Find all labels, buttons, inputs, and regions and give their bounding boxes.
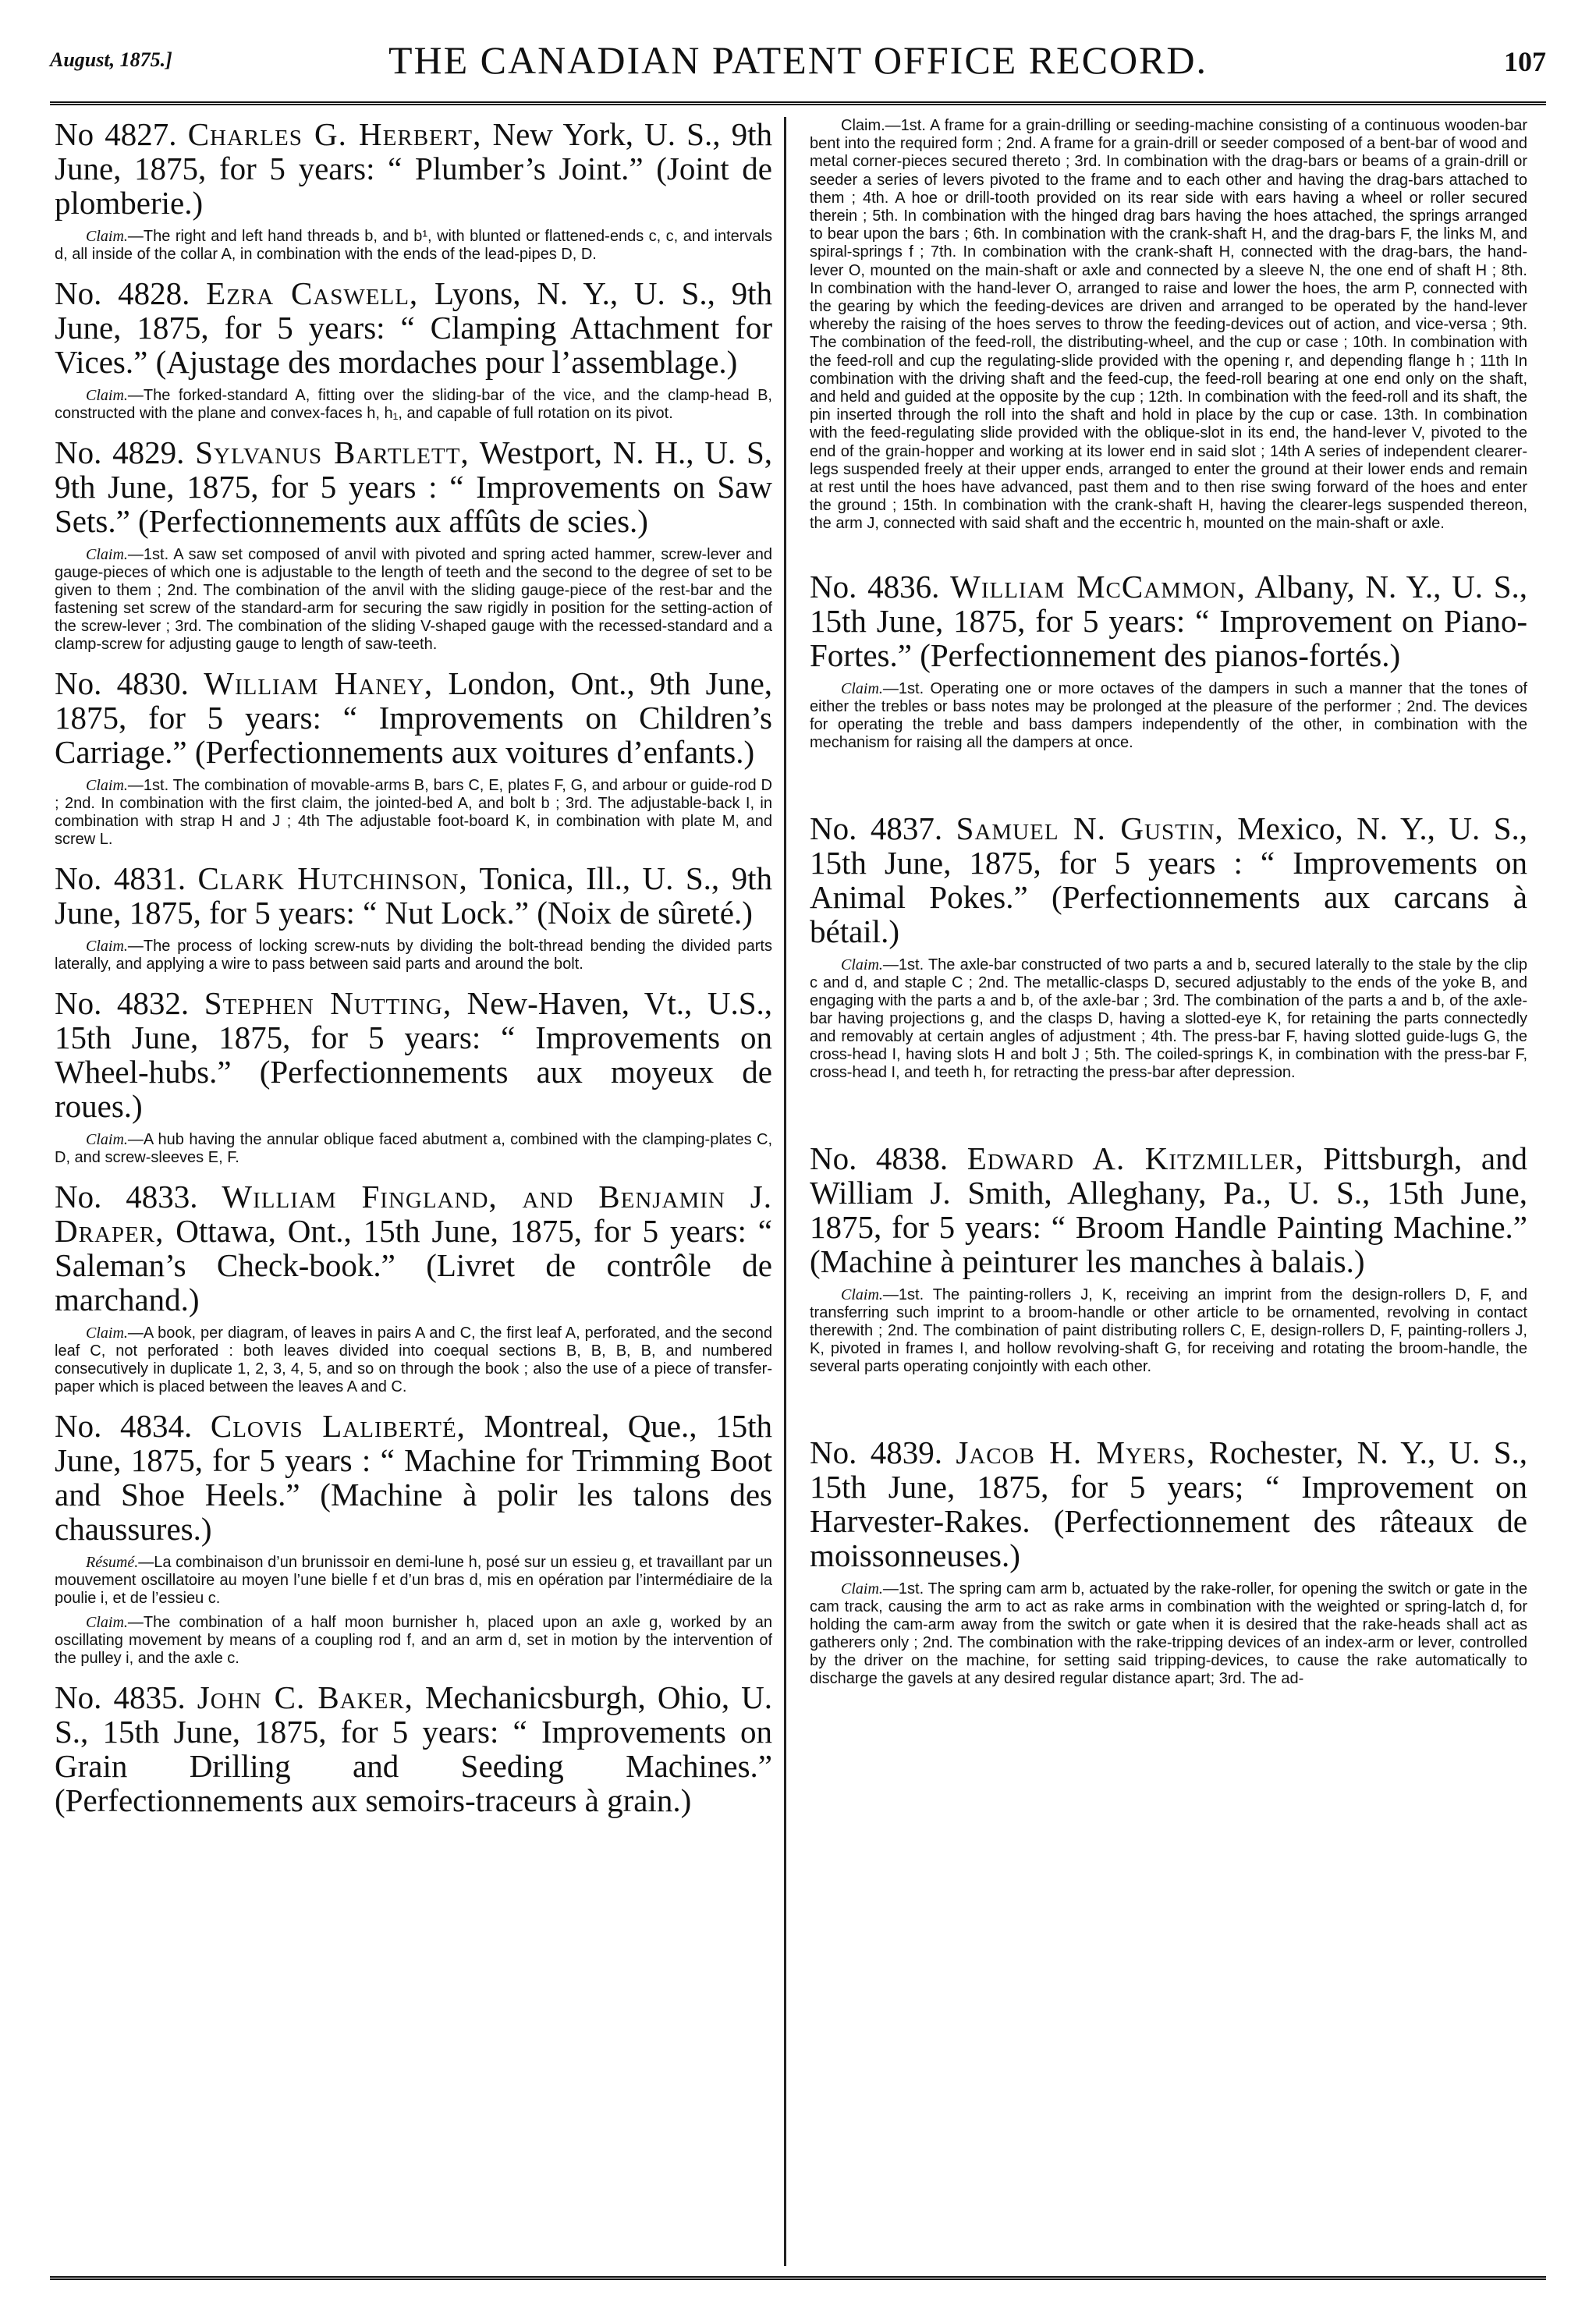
claim-text: Claim.—1st. The painting-rollers J, K, receiving an imprint from the design-rollers D, F, and transferring such imprint to a broom-handle or other article to be ornamented, revolving in contact therewith ; 2nd. The combination of paint distributing rollers C, E, design-rollers D, F, painting-rollers J, K, pivoted in frames I, and hollow revolving-shaft G, for receiving and rotating the broom-handle, the several parts operating conjointly with each other. [810, 1285, 1527, 1375]
patent-details: Albany, N. Y., U. S., 15th June, 1875, for 5 years: “ Improvement on Piano-Fortes.” (Perfectionnement des pianos-fortés.) [810, 568, 1527, 673]
patent-number: No. 4831. [55, 860, 186, 896]
patent-details: New York, U. S., 9th June, 1875, for 5 years: “ Plumber’s Joint.” (Joint de plomberie.) [55, 117, 772, 221]
spacer [810, 1094, 1527, 1141]
left-column [55, 117, 772, 2254]
patentee-name: Edward A. Kitzmiller, [966, 1140, 1304, 1176]
patent-details: Ottawa, Ont., 15th June, 1875, for 5 years: “ Saleman’s Check-book.” (Livret de contrôle de marchand.) [55, 1213, 772, 1317]
patent-number: No. 4832. [55, 985, 190, 1021]
page-number: 107 [1504, 46, 1546, 77]
claim-text: Claim.—1st. The spring cam arm b, actuated by the rake-roller, for opening the switch or gate in the cam track, causing the arm to act as rake arms in combination with the weighted or spring-latch d, for holding the cam-arm away from the switch or gate when it is desired that the rake-heads shall act as gatherers only ; 2nd. The combination with the rake-tripping devices of an index-arm or lever, controlled by the driver on the machine, for setting said tripping-devices, to cause the rake automatically to discharge the gavels at any desired regular distance apart; 3rd. The ad- [810, 1580, 1527, 1687]
claim-text: Claim.—A book, per diagram, of leaves in pairs A and C, the first leaf A, perforated, and the second leaf C, not perforated : both leaves divided into coequal sections B, B, B, B, and numbered consecutively in duplicate 1, 2, 3, 4, 5, and so on through the book ; also the use of a piece of transfer-paper which is placed between the leaves A and C. [55, 1324, 772, 1395]
patent-number: No. 4834. [55, 1408, 193, 1444]
issue-date: August, 1875.] [50, 48, 172, 71]
patent-entry [55, 435, 772, 654]
patent-details: Tonica, Ill., U. S., 9th June, 1875, for 5 years: “ Nut Lock.” (Noix de sûreté.) [55, 860, 772, 931]
patent-details: New-Haven, Vt., U.S., 15th June, 1875, for 5 years: “ Improvements on Wheel-hubs.” (Perfectionnements aux moyeux de roues.) [55, 985, 772, 1124]
patent-entry [55, 1409, 772, 1668]
claim-text: Claim.—1st. The axle-bar constructed of two parts a and b, secured laterally to the stale by the clip c and d, and staple C ; 2nd. The metallic-clasps D, secured adjustably to the ends of the yoke B, and engaging with the parts a and b, of the axle-bar ; 3rd. The combination of the parts a and b, of the axle-bar having projections g, and the clasps D, having a slotted-eye K, for retaining the parts connectedly and removably at certain angles of adjustment ; 4th. The press-bar F, having slotted guide-lugs G, the cross-head I, having slots H and bolt J ; 5th. The coiled-springs K, in combination with the press-bar F, cross-head I, and teeth h, for retracting the press-bar after depression. [810, 956, 1527, 1081]
patentee-name: Jacob H. Myers, [956, 1434, 1196, 1470]
patent-number: No. 4829. [55, 434, 185, 470]
patent-entry [810, 1141, 1527, 1376]
patent-details: Westport, N. H., U. S, 9th June, 1875, for 5 years : “ Improvements on Saw Sets.” (Perfectionnements aux affûts de scies.) [55, 434, 772, 539]
patent-entry [55, 117, 772, 264]
patent-details: Lyons, N. Y., U. S., 9th June, 1875, for 5 years: “ Clamping Attachment for Vices.” (Ajustage des mordaches pour l’assemblage.) [55, 275, 772, 380]
patent-entry [810, 1435, 1527, 1688]
page-header [50, 31, 1546, 86]
claim-text: Claim.—1st. A saw set composed of anvil with pivoted and spring acted hammer, screw-lever and gauge-pieces of which one is adjustable to the length of teeth and the second to the degree of set to be given to them ; 2nd. The combination of the anvil with the sliding gauge-piece of the rest-bar and the fastening set screw of the standard-arm for securing the saw rigidly in position for the setting-action of the screw-lever ; 3rd. The combination of the sliding V-shaped gauge with the recessed-standard and a clamp-screw for adjusting gauge to length of saw-teeth. [55, 546, 772, 653]
patentee-name: Ezra Caswell, [206, 275, 419, 311]
patentee-name: Stephen Nutting, [204, 985, 452, 1021]
patent-number: No. 4830. [55, 665, 189, 701]
patent-entry [55, 1680, 772, 1817]
patentee-name: William Fingland, and Benjamin J. Draper, [55, 1179, 772, 1249]
spacer [810, 764, 1527, 811]
patent-entry [55, 1179, 772, 1396]
claim-text: Claim.—A hub having the annular oblique faced abutment a, combined with the clamping-plates C, D, and screw-sleeves E, F. [55, 1131, 772, 1166]
patent-details: Rochester, N. Y., U. S., 15th June, 1875, for 5 years; “ Improvement on Harvester-Rakes. (Perfectionnement des râteaux de moissonneuses.) [810, 1434, 1527, 1573]
patent-number: No. 4838. [810, 1140, 949, 1176]
claim-text: Claim.—1st. Operating one or more octaves of the dampers in such a manner that the tones of either the trebles or bass notes may be prolonged at the pleasure of the performer ; 2nd. The devices for operating the treble and bass dampers independently of the other, in combination with the mechanism for raising all the dampers at once. [810, 679, 1527, 751]
patent-entry [55, 861, 772, 973]
patent-entry [55, 986, 772, 1167]
patent-details: Mechanicsburgh, Ohio, U. S., 15th June, 1875, for 5 years: “ Improvements on Grain Drilling and Seeding Machines.” (Perfectionnements aux semoirs-traceurs à grain.) [55, 1679, 772, 1818]
claim-text: Claim.—The process of locking screw-nuts by dividing the bolt-thread bending the divided parts laterally, and applying a wire to pass between said parts and around the bolt. [55, 938, 772, 973]
patentee-name: Samuel N. Gustin, [956, 810, 1224, 846]
patentee-name: Sylvanus Bartlett, [195, 434, 470, 470]
patent-number: No. 4835. [55, 1679, 186, 1715]
patentee-name: William McCammon, [950, 568, 1246, 605]
claim-text: Claim.—The combination of a half moon burnisher h, placed upon an axle g, worked by an oscillating movement by means of a coupling rod f, and an arm d, set in motion by the intervention of the pulley i, and the axle c. [55, 1614, 772, 1667]
patentee-name: William Haney, [204, 665, 434, 701]
patent-entry [55, 276, 772, 423]
patent-entry [810, 569, 1527, 752]
footer-rule [50, 2276, 1546, 2283]
patent-details: Mexico, N. Y., U. S., 15th June, 1875, for 5 years : “ Improvements on Animal Pokes.” (Perfectionnements aux carcans à bétail.) [810, 810, 1527, 949]
continued-claim-text: Claim.—1st. A frame for a grain-drilling or seeding-machine consisting of a continuous wooden-bar bent into the required form ; 2nd. A frame for a grain-drill or seeder composed of a bent-bar of wood and metal corner-pieces secured thereto ; 3rd. In combination with the drag-bars or beams of a grain-drill or seeder a series of levers pivoted to the frame and to each other and having the drag-bars attached to them ; 4th. A hoe or drill-tooth provided on its rear side with ears having a wheel or roller secured therein ; 5th. In combination with the hinged drag bars having the hoes attached, the springs arranged to bear upon the bars ; 6th. In combination with the crank-shaft H, and the drag-bars F, the links M, and spiral-springs f ; 7th. In combination with the crank-shaft H, connected with the drag-bars, the hand-lever O, mounted on the main-shaft or axle and connected by a sleeve N, the one end of shaft H ; 8th. In combination with the hand-lever O, arranged to raise and lower the hoes, the arm P, connected with the gearing by which the feeding-devices are driven and arranged to be operated by the hand-lever whereby the raising of the hoes serves to throw the feeding-devices out of action, and vice-versa ; 9th. The combination of the feed-roll, the distributing-wheel, and the cup or case ; 10th. In combination with the feed-roll and cup the regulating-slide provided with the opening r, and depending flange h ; 11th In combination with the driving shaft and the feed-cup, the feed-roll bearing at one end only on the shaft, and held and guided at the opposite by the cup ; 12th. In combination with the feed-roll and its shaft, the pin inserted through the roll into the shaft and hold in place by the cup or case. 13th. In combination with the feed-regulating slide provided with the oblique-slot in its end, the hand-lever V, pivoted to the end of the grain-hopper and working at its lower end in said slot ; 14th A series of independent clearer-legs suspended freely at their upper ends, arranged to enter the ground at their lower ends and remain at rest until the hoes have advanced, past them and to then rise swing forward of the hoes and enter the ground ; 15th. In combination with the crank-shaft H, having the clearer-legs suspended thereon, the arm J, connected with said shaft and the eccentric h, mounted on the main-shaft or axle. [810, 117, 1527, 533]
patent-number: No. 4836. [810, 568, 940, 605]
patent-number: No. 4833. [55, 1179, 198, 1215]
patent-number: No 4827. [55, 117, 177, 152]
patent-number: No. 4828. [55, 275, 190, 311]
patent-details: Montreal, Que., 15th June, 1875, for 5 years : “ Machine for Trimming Boot and Shoe Heels.” (Machine à polir les talons des chaussures.) [55, 1408, 772, 1547]
patentee-name: John C. Baker, [197, 1679, 413, 1715]
claim-text: Claim.—The right and left hand threads b, and b¹, with blunted or flattened-ends c, c, and intervals d, all inside of the collar A, in combination with the ends of the lead-pipes D, D. [55, 228, 772, 263]
claim-text: Claim.—The forked-standard A, fitting over the sliding-bar of the vice, and the clamp-head B, constructed with the plane and convex-faces h, h₁, and capable of full rotation on its pivot. [55, 387, 772, 422]
patent-entry [55, 666, 772, 849]
patent-details: Pittsburgh, and William J. Smith, Alleghany, Pa., U. S., 15th June, 1875, for 5 years: “ Broom Handle Painting Machine.” (Machine à peinturer les manches à balais.) [810, 1140, 1527, 1279]
column-divider [784, 117, 786, 2266]
patent-details: London, Ont., 9th June, 1875, for 5 years: “ Improvements on Children’s Carriage.” (Perfectionnements aux voitures d’enfants.) [55, 665, 772, 770]
patentee-name: Clovis Laliberté, [210, 1408, 466, 1444]
right-column [810, 117, 1527, 2254]
patent-number: No. 4839. [810, 1434, 942, 1470]
patentee-name: Clark Hutchinson, [197, 860, 468, 896]
publication-title: THE CANADIAN PATENT OFFICE RECORD. [388, 38, 1208, 82]
claim-text: Claim.—1st. The combination of movable-arms B, bars C, E, plates F, G, and arbour or guide-rod D ; 2nd. In combination with the first claim, the jointed-bed A, and bolt b ; 3rd. The adjustable-back I, in combination with strap H and J ; 4th The adjustable foot-board K, in combination with plate M, and screw L. [55, 777, 772, 848]
patent-entry [810, 811, 1527, 1082]
header-rule [50, 101, 1546, 108]
patentee-name: Charles G. Herbert, [187, 117, 482, 152]
spacer [810, 1388, 1527, 1435]
resume-text: Résumé.—La combinaison d’un brunissoir en demi-lune h, posé sur un essieu g, et travaillant par un mouvement oscillatoire au moyen l’une bielle f et d’un bras d, mis en opération par l’intermédiaire de la poulie i, et de l’essieu c. [55, 1554, 772, 1607]
patent-number: No. 4837. [810, 810, 943, 846]
